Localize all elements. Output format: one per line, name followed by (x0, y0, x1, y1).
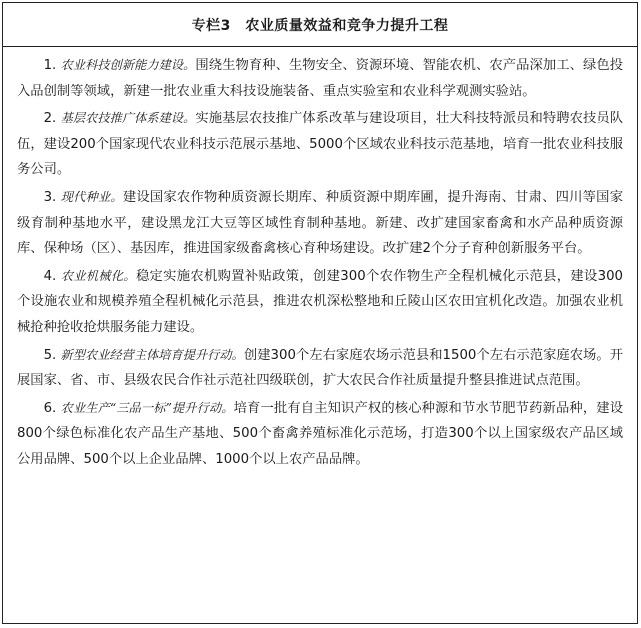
list-item (17, 185, 623, 262)
item-number: 5. (43, 347, 57, 363)
item-number: 1. (43, 58, 57, 73)
item-text: 建设国家农作物种质资源长期库、种质资源中期库圃，提升海南、甘肃、四川等国家级育制种基地水平，建设黑龙江大豆等区域性育制种基地。新建、改扩建国家畜禽和水产品种质资源库、保种场（区）、基因库，推进国家级畜禽核心育种场建设。改扩建2个分子育种创新服务平台。 (17, 189, 624, 257)
list-item (17, 264, 623, 341)
item-number: 4. (43, 268, 57, 284)
item-text: 围绕生物育种、生物安全、资源环境、智能农机、农产品深加工、绿色投入品创制等领域，新建一批农业重大科技设施装备、重点实验室和农业科学观测实验站。 (17, 58, 623, 99)
item-title: 农业生产“三品一标”提升行动。 (60, 400, 234, 415)
item-number: 6. (43, 400, 57, 416)
list-item (17, 343, 623, 394)
item-text: 实施基层农技推广体系改革与建设项目，壮大科技特派员和特聘农技员队伍，建设200个国家现代农业科技示范展示基地、5000个区域农业科技示范基地，培育一批农业科技服务公司。 (17, 111, 623, 178)
item-number: 3. (43, 189, 57, 205)
item-text: 培育一批有自主知识产权的核心种源和节水节肥节药新品种，建设800个绿色标准化农产品生产基地、500个畜禽养殖标准化示范场，打造300个以上国家级农产品区域公用品牌、500个以上企业品牌、1000个以上农产品品牌。 (17, 400, 624, 467)
item-text: 创建300个左右家庭农场示范县和1500个左右示范家庭农场。开展国家、省、市、县级农民合作社示范社四级联创，扩大农民合作社质量提升整县推进试点范围。 (17, 347, 624, 389)
column-content (3, 47, 637, 473)
item-title: 基层农技推广体系建设。 (60, 111, 196, 126)
item-number: 2. (43, 111, 57, 127)
item-title: 现代种业。 (60, 189, 123, 204)
item-text: 稳定实施农机购置补贴政策，创建300个农作物生产全程机械化示范县，建设300个设施农业和规模养殖全程机械化示范县，推进农机深松整地和丘陵山区农田宜机化改造。加强农业机械抢种抢收抢烘服务能力建设。 (17, 268, 623, 335)
item-title: 农业机械化。 (60, 268, 136, 283)
item-title: 农业科技创新能力建设。 (60, 58, 196, 72)
list-item (17, 396, 623, 473)
column-title: 专栏3 农业质量效益和竞争力提升工程 (191, 17, 449, 34)
list-item (17, 106, 623, 183)
column-box (2, 2, 638, 624)
list-item (17, 53, 623, 104)
column-header (3, 3, 637, 47)
item-title: 新型农业经营主体培育提升行动。 (60, 347, 244, 362)
